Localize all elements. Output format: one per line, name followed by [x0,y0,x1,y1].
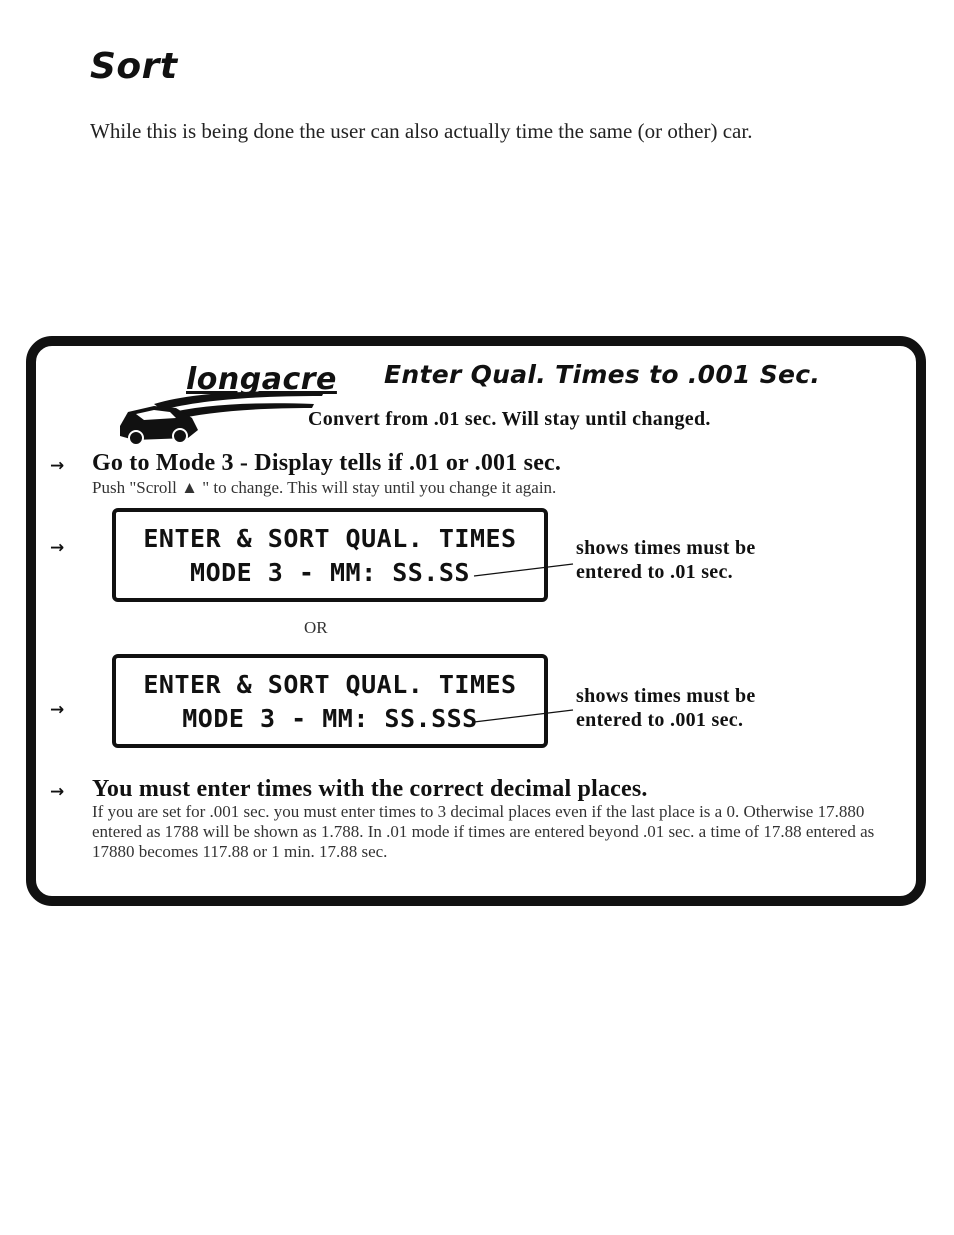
annotation-line-2: entered to .01 sec. [576,561,733,583]
page-title: Sort [90,46,178,87]
instruction-card [26,336,926,906]
brand-logo-text: longacre [186,362,337,397]
arrow-icon: → [50,782,65,802]
lcd-line-1: ENTER & SORT QUAL. TIMES [143,670,517,699]
card-subtitle: Convert from .01 sec. Will stay until changed. [308,408,711,430]
step-note: Push "Scroll ▲ " to change. This will stay until you change it again. [92,478,557,497]
annotation-line-1: shows times must be [576,537,756,559]
card-title: Enter Qual. Times to .001 Sec. [384,360,821,389]
arrow-icon: → [50,456,65,476]
or-label: OR [304,618,328,637]
leader-line-01 [474,564,573,576]
arrow-icon: → [50,700,65,720]
annotation-line-1: shows times must be [576,685,756,707]
lcd-line-2: MODE 3 - MM: SS.SS [190,558,470,587]
step-heading: Go to Mode 3 - Display tells if .01 or .001 sec. [92,450,562,476]
intro-paragraph: While this is being done the user can also actually time the same (or other) car. [90,119,753,143]
warning-body: If you are set for .001 sec. you must enter times to 3 decimal places even if the last place is a 0. Otherwise 17.880 entered as 1788 will be shown as 1.788. In .01 mode if times are entered beyond .01 sec. a time of 17.88 entered as 17880 becomes 117.88 or 1 min. 17.88 sec. [92,802,875,861]
warning-heading: You must enter times with the correct decimal places. [92,776,648,802]
arrow-icon: → [50,538,65,558]
lcd-line-2: MODE 3 - MM: SS.SSS [182,704,478,733]
annotation-line-2: entered to .001 sec. [576,709,744,731]
leader-line-001 [474,710,573,722]
lcd-line-1: ENTER & SORT QUAL. TIMES [143,524,517,553]
